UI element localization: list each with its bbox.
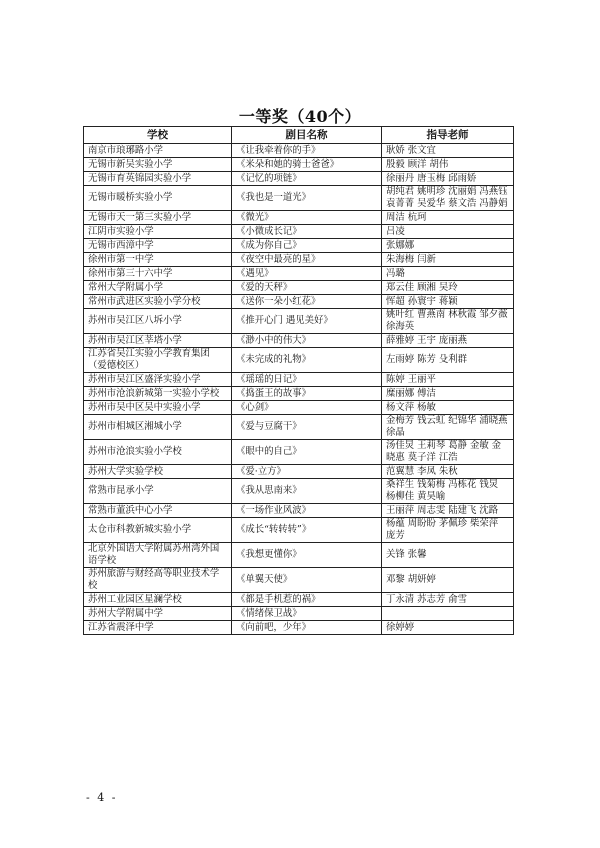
table-row	[84, 415, 514, 440]
table-row	[84, 607, 514, 621]
play-title-cell: 《我从思南来》	[232, 479, 382, 504]
school-cell: 无锡市西漳中学	[84, 239, 232, 253]
play-title-cell: 《我也是一道光》	[232, 186, 382, 211]
school-cell: 南京市琅琊路小学	[84, 144, 232, 158]
table-row	[84, 334, 514, 348]
school-cell: 江苏省吴江实验小学教育集团（爱德校区）	[84, 348, 232, 373]
teachers-cell: 姚叶红 曹燕南 林秋霞 邹夕薇 徐海英	[382, 309, 514, 334]
header-school: 学校	[84, 127, 232, 144]
play-title-cell: 《一场作业风波》	[232, 504, 382, 518]
page-number: - 4 -	[86, 791, 118, 804]
play-title-cell: 《都是手机惹的祸》	[232, 593, 382, 607]
school-cell: 常熟市董浜中心小学	[84, 504, 232, 518]
school-cell: 苏州市吴江区八坼小学	[84, 309, 232, 334]
play-title-cell: 《单翼天使》	[232, 568, 382, 593]
teachers-cell: 杨蕴 周盼盼 茅佩珍 柴荣萍 庞芳	[382, 518, 514, 543]
play-title-cell: 《米朵和她的骑士爸爸》	[232, 158, 382, 172]
teachers-cell: 金梅芳 钱云虹 纪锦华 浦晓燕 徐晶	[382, 415, 514, 440]
play-title-cell: 《夜空中最亮的星》	[232, 253, 382, 267]
teachers-cell: 范翼慧 李凤 朱秋	[382, 465, 514, 479]
table-row	[84, 172, 514, 186]
teachers-cell: 朱海梅 闫新	[382, 253, 514, 267]
table-row	[84, 225, 514, 239]
play-title-cell: 《我想更懂你》	[232, 543, 382, 568]
school-cell: 苏州工业园区星澜学校	[84, 593, 232, 607]
table-row	[84, 267, 514, 281]
play-title-cell: 《推开心门 遇见美好》	[232, 309, 382, 334]
table-row	[84, 593, 514, 607]
school-cell: 江阴市实验小学	[84, 225, 232, 239]
school-cell: 苏州市沧浪实验小学校	[84, 440, 232, 465]
table-row	[84, 387, 514, 401]
school-cell: 无锡市暖桥实验小学	[84, 186, 232, 211]
table-row	[84, 348, 514, 373]
school-cell: 太仓市科教新城实验小学	[84, 518, 232, 543]
play-title-cell: 《成长“转转转”》	[232, 518, 382, 543]
school-cell: 苏州市吴江区盛泽实验小学	[84, 373, 232, 387]
teachers-cell: 徐丽丹 唐玉梅 邱雨娇	[382, 172, 514, 186]
table-row	[84, 211, 514, 225]
play-title-cell: 《遇见》	[232, 267, 382, 281]
table-row	[84, 144, 514, 158]
teachers-cell	[382, 607, 514, 621]
header-play-title: 剧目名称	[232, 127, 382, 144]
table-row	[84, 373, 514, 387]
page-title: 一等奖（40个）	[238, 107, 362, 126]
teachers-cell: 殷毅 顾洋 胡伟	[382, 158, 514, 172]
school-cell: 徐州市第三十六中学	[84, 267, 232, 281]
play-title-cell: 《成为你自己》	[232, 239, 382, 253]
table-row	[84, 158, 514, 172]
table-row	[84, 440, 514, 465]
school-cell: 苏州市沧浪新城第一实验小学校	[84, 387, 232, 401]
teachers-cell: 桑祥生 钱菊梅 冯栋花 钱炅 杨柳佳 黄昊喻	[382, 479, 514, 504]
teachers-cell: 杨文萍 杨敏	[382, 401, 514, 415]
teachers-cell: 张娜娜	[382, 239, 514, 253]
table-row	[84, 568, 514, 593]
school-cell: 徐州市第一中学	[84, 253, 232, 267]
play-title-cell: 《爱·立方》	[232, 465, 382, 479]
teachers-cell: 薛雅婷 王宇 庞丽燕	[382, 334, 514, 348]
play-title-cell: 《送你一朵小红花》	[232, 295, 382, 309]
school-cell: 常州市武进区实验小学分校	[84, 295, 232, 309]
play-title-cell: 《微光》	[232, 211, 382, 225]
play-title-cell: 《情绪保卫战》	[232, 607, 382, 621]
table-row	[84, 295, 514, 309]
school-cell: 苏州市相城区湘城小学	[84, 415, 232, 440]
table-body	[84, 144, 514, 635]
table-row	[84, 479, 514, 504]
play-title-cell: 《爱与豆腐干》	[232, 415, 382, 440]
table-row	[84, 543, 514, 568]
teachers-cell: 陈婷 王丽平	[382, 373, 514, 387]
teachers-cell: 汤佳炅 王莉琴 葛静 金敏 金晓惠 莫子洋 江浩	[382, 440, 514, 465]
play-title-cell: 《爱的天秤》	[232, 281, 382, 295]
table-row	[84, 309, 514, 334]
teachers-cell: 冯璐	[382, 267, 514, 281]
table-row	[84, 281, 514, 295]
school-cell: 北京外国语大学附属苏州湾外国语学校	[84, 543, 232, 568]
school-cell: 苏州旅游与财经高等职业技术学校	[84, 568, 232, 593]
teachers-cell: 关锋 张馨	[382, 543, 514, 568]
teachers-cell: 王丽萍 周志雯 陆建飞 沈路	[382, 504, 514, 518]
teachers-cell: 耿娇 张文宜	[382, 144, 514, 158]
school-cell: 无锡市天一第三实验小学	[84, 211, 232, 225]
play-title-cell: 《小微成长记》	[232, 225, 382, 239]
school-cell: 苏州大学实验学校	[84, 465, 232, 479]
play-title-cell: 《瑶瑶的日记》	[232, 373, 382, 387]
play-title-cell: 《眼中的自己》	[232, 440, 382, 465]
table-row	[84, 186, 514, 211]
header-teachers: 指导老师	[382, 127, 514, 144]
school-cell: 常熟市昆承小学	[84, 479, 232, 504]
teachers-cell: 徐婷婷	[382, 621, 514, 635]
teachers-cell: 丁永清 苏志芳 俞雪	[382, 593, 514, 607]
table-header	[84, 127, 514, 144]
table-row	[84, 401, 514, 415]
play-title-cell: 《捣蛋王的故事》	[232, 387, 382, 401]
play-title-cell: 《向前吧，少年》	[232, 621, 382, 635]
teachers-cell: 吕凌	[382, 225, 514, 239]
play-title-cell: 《心剑》	[232, 401, 382, 415]
table-row	[84, 465, 514, 479]
teachers-cell: 邓黎 胡妍婷	[382, 568, 514, 593]
teachers-cell: 胡纯君 姚明珍 沈丽娟 冯燕钰 袁菁菁 吴爱华 蔡文浩 冯静娟	[382, 186, 514, 211]
table-row	[84, 253, 514, 267]
school-cell: 苏州市吴江区莘塔小学	[84, 334, 232, 348]
table-row	[84, 504, 514, 518]
play-title-cell: 《未完成的礼物》	[232, 348, 382, 373]
table-row	[84, 239, 514, 253]
play-title-cell: 《记忆的项链》	[232, 172, 382, 186]
table-row	[84, 621, 514, 635]
school-cell: 常州大学附属小学	[84, 281, 232, 295]
teachers-cell: 郑云佳 顾湘 吴玲	[382, 281, 514, 295]
school-cell: 无锡市新吴实验小学	[84, 158, 232, 172]
school-cell: 苏州市吴中区吴中实验小学	[84, 401, 232, 415]
table-row	[84, 518, 514, 543]
awards-table	[83, 126, 514, 635]
header-row	[84, 127, 514, 144]
teachers-cell: 恽超 孙寰宇 蒋颖	[382, 295, 514, 309]
teachers-cell: 糜丽娜 傅洁	[382, 387, 514, 401]
teachers-cell: 周洁 杭珂	[382, 211, 514, 225]
teachers-cell: 左雨婷 陈芳 殳利群	[382, 348, 514, 373]
play-title-cell: 《渺小中的伟大》	[232, 334, 382, 348]
school-cell: 无锡市育英锦园实验小学	[84, 172, 232, 186]
play-title-cell: 《让我牵着你的手》	[232, 144, 382, 158]
school-cell: 苏州大学附属中学	[84, 607, 232, 621]
school-cell: 江苏省震泽中学	[84, 621, 232, 635]
